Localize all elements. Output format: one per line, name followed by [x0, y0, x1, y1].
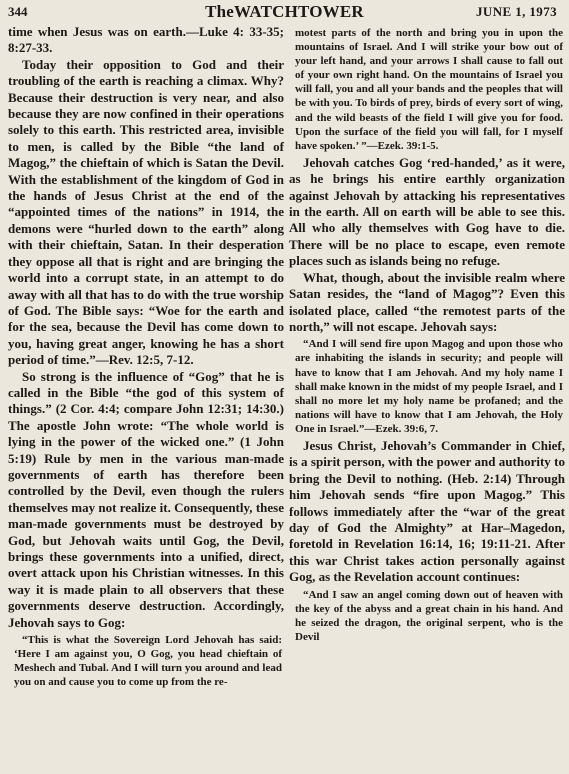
paragraph: Jehovah catches Gog ‘red-handed,’ as it were, as he brings his entire earthly organization against Jehovah by attacking his representatives in the earth. All on earth will be able to see this. All who ally themselves with Gog have to die. There will be no place to escape, even remote places such as islands being no refuge. — [289, 154, 565, 269]
paragraph: What, though, about the invisible realm where Satan resides, the “land of Magog”? Even this isolated place, called “the remotest parts of the north,” will not escape. Jehovah says: — [289, 269, 565, 334]
paragraph: So strong is the influence of “Gog” that he is called in the Bible “the god of this system of things.” (2 Cor. 4:4; compare John 12:31; 14:30.) The apostle John wrote: “The whole world is lying in the power of the wicked one.” (1 John 5:19) Rule by men in the various man-made governments of earth has therefore been controlled by the Devil, even though the rulers themselves may not realize it. Consequently, these man-made governments must be destroyed by God, but Jehovah waits until Gog, the Devil, brings these governments into a unified, direct, overt attack upon his Christian witnesses. In this way it is made plain to all observers that these governments deserve destruction. Accordingly, Jehovah says to Gog: — [8, 368, 284, 630]
issue-date: JUNE 1, 1973 — [476, 4, 557, 19]
paragraph: Today their opposition to God and their troubling of the earth is reaching a climax. Why? Because their destruction is very near, and also because they are now confined in their operations solely to this earth. This restricted area, invisible to men, is called by the Bible “the land of Magog,” the chieftain of which is Satan the Devil. With the establishment of the kingdom of God in the hands of Jesus Christ at the end of the “appointed times of the nations” in 1914, the demons were “hurled down to the earth” along with their chieftain, Satan. In their desperation they oppose all that is right and are bringing the world into a corrupt state, in an attempt to do away with all that has to do with the true worship of God. The Bible says: “Woe for the earth and for the sea, because the Devil has come down to you, having great anger, knowing he has a short period of time.”—Rev. 12:5, 7-12. — [8, 56, 284, 368]
scripture-quote: “This is what the Sovereign Lord Jehovah has said: ‘Here I am against you, O Gog, you head chieftain of Meshech and Tubal. And I will turn you around and lead you on and cause you to come up from the re- — [14, 634, 282, 689]
left-column — [8, 24, 284, 691]
paragraph: Jesus Christ, Jehovah’s Commander in Chief, is a spirit person, with the power and authority to bring the Devil to nothing. (Heb. 2:14) Through him Jehovah sends “fire upon Magog.” This follows immediately after the “war of the great day of God the Almighty” at Har–Magedon, foretold in Revelation 16:14, 16; 19:11-21. After this war Christ takes action personally against Gog, as the Revelation account continues: — [289, 437, 565, 585]
right-column — [289, 24, 565, 646]
scripture-quote: “And I will send fire upon Magog and upon those who are inhabiting the islands in security; and people will have to know that I am Jehovah. And my holy name I shall make known in the midst of my people Israel, and I shall no more let my holy name be profaned; and the nations will have to know that I am Jehovah, the Holy One in Israel.”—Ezek. 39:6, 7. — [295, 338, 563, 435]
scripture-quote: motest parts of the north and bring you in upon the mountains of Israel. And I will strike your bow out of your left hand, and your arrows I shall cause to fall out of your own right hand. On the mountains of Israel you will fall, you and all your bands and the peoples that will be with you. To birds of prey, birds of every sort of wing, and the wild beasts of the field I will give you for food. Upon the surface of the field you will fall, for I myself have spoken.’ ”—Ezek. 39:1-5. — [295, 27, 563, 152]
masthead-title: TheWATCHTOWER — [205, 2, 364, 21]
paragraph: time when Jesus was on earth.—Luke 4: 33-35; 8:27-33. — [8, 24, 284, 56]
page-header — [0, 0, 569, 22]
page-number: 344 — [8, 4, 28, 19]
scripture-quote: “And I saw an angel coming down out of heaven with the key of the abyss and a great chain in his hand. And he seized the dragon, the original serpent, who is the Devil — [295, 588, 563, 643]
